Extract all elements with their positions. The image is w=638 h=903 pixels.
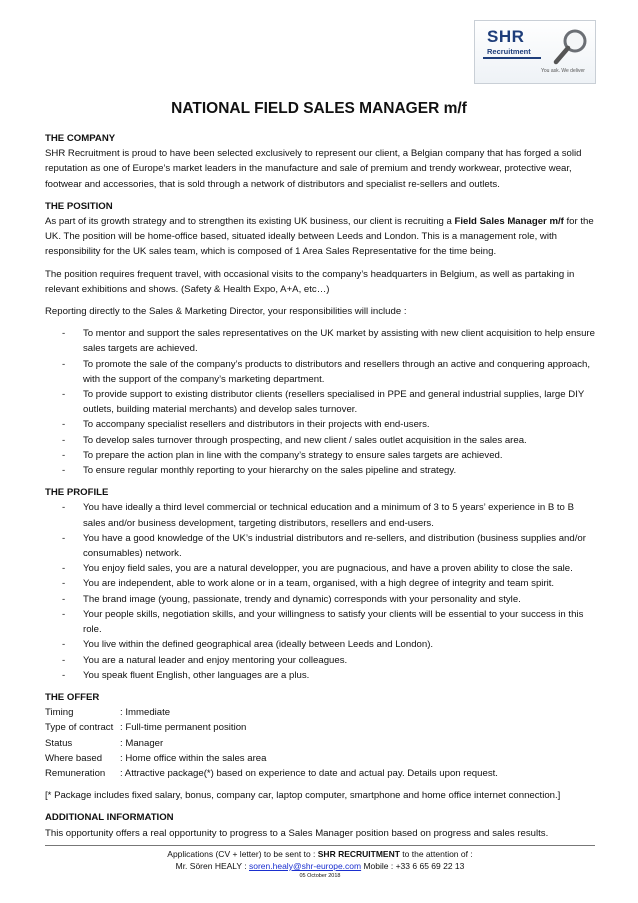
- offer-row: Where based : Home office within the sales area: [45, 752, 267, 764]
- list-item: - Your people skills, negotiation skills, and your willingness to satisfy your clients will be essential to your success in this role.: [62, 608, 584, 636]
- magnifying-glass-icon: [551, 27, 591, 67]
- shr-logo: [474, 20, 596, 84]
- additional-text: This opportunity offers a real opportunity to progress to a Sales Manager position based on progress and sales results.: [45, 827, 549, 839]
- page-title: NATIONAL FIELD SALES MANAGER m/f: [171, 100, 467, 117]
- list-item: - To mentor and support the sales representatives on the UK market by assisting with new client acquisition to help ensure sales targets are achieved.: [62, 328, 595, 355]
- list-item: - You live within the defined geographical area (ideally between Leeds and London).: [62, 639, 434, 651]
- offer-row: Type of contract : Full-time permanent position: [45, 722, 247, 734]
- footer: [45, 848, 595, 880]
- footer-company: SHR RECRUITMENT: [317, 849, 400, 859]
- list-item: - To promote the sale of the company’s products to distributors and resellers through an active and conquering approach, with the support of the company’s marketing department.: [62, 358, 590, 385]
- position-heading: THE POSITION: [45, 200, 113, 212]
- offer-row: Remuneration : Attractive package(*) based on experience to date and actual pay. Details upon request.: [45, 767, 498, 779]
- list-item: - You speak fluent English, other languages are a plus.: [62, 669, 310, 681]
- list-item: - To prepare the action plan in line with the company’s strategy to ensure sales targets are achieved.: [62, 449, 503, 461]
- list-item: - You enjoy field sales, you are a natural developper, you are pugnacious, and have a proven ability to close the sale.: [62, 563, 573, 575]
- footer-line-1: Applications (CV + letter) to be sent to : SHR RECRUITMENT to the attention of :: [167, 849, 473, 859]
- offer-row: Status : Manager: [45, 737, 164, 749]
- logo-bar: [483, 57, 541, 59]
- logo-tagline: You ask. We deliver: [541, 68, 585, 74]
- position-paragraph-1: [45, 214, 595, 260]
- footer-date: 05 October 2018: [299, 873, 341, 879]
- position-title-bold: Field Sales Manager m/f: [454, 216, 564, 228]
- offer-note: [* Package includes fixed salary, bonus, company car, laptop computer, smartphone and home office internet connection.]: [45, 790, 561, 802]
- list-item: - You have a good knowledge of the UK’s industrial distributors and re-sellers, and distribution (business supplies and/or consumables) network.: [62, 532, 586, 560]
- list-item: - You have ideally a third level commercial or technical education and a minimum of 3 to 5 years’ experience in B to B sales and/or business development, targeting distributors, resellers and end-users.: [62, 502, 574, 529]
- footer-divider: [45, 845, 595, 846]
- logo-name: SHR: [487, 27, 525, 46]
- list-item: - To develop sales turnover through prospecting, and new client / sales outlet acquisition in the sales area.: [62, 434, 527, 446]
- profile-heading: THE PROFILE: [45, 487, 109, 499]
- list-item: - To accompany specialist resellers and distributors in their projects with end-users.: [62, 419, 430, 431]
- responsibilities-list: [45, 326, 595, 478]
- document-body: [45, 131, 595, 841]
- company-heading: THE COMPANY: [45, 133, 116, 144]
- list-item: - To ensure regular monthly reporting to your hierarchy on the sales pipeline and strategy.: [62, 465, 457, 477]
- position-paragraph-2: The position requires frequent travel, with occasional visits to the company’s headquarters in Belgium, as well as partaking in relevant exhibitions and shows. (Safety & Health Expo, A+A, etc…): [45, 268, 575, 295]
- position-text-b: for the UK. The position will be home-office based, situated ideally between Leeds and London. This is a management role, with responsibility for the UK sales team, which is composed of 1 Area Sales Representative for the time being.: [45, 216, 594, 258]
- list-item: - You are a natural leader and enjoy mentoring your colleagues.: [62, 654, 348, 666]
- list-item: - To provide support to existing distributor clients (resellers specialised in PPE and general industrial supplies, large DIY outlets, building material merchants) and develop sales turnover.: [62, 389, 585, 416]
- list-item: - The brand image (young, passionate, trendy and dynamic) corresponds with your personality and style.: [62, 593, 521, 605]
- logo-subtitle: Recruitment: [487, 47, 531, 56]
- offer-heading: THE OFFER: [45, 691, 100, 703]
- profile-list: [45, 500, 595, 682]
- position-paragraph-3: Reporting directly to the Sales & Marketing Director, your responsibilities will include :: [45, 306, 407, 318]
- email-link[interactable]: soren.healy@shr-europe.com: [249, 861, 362, 871]
- position-text-a: As part of its growth strategy and to strengthen its existing UK business, our client is recruiting a: [45, 216, 455, 228]
- company-text: SHR Recruitment is proud to have been selected exclusively to represent our client, a Belgian company that has forged a solid reputation as one of Europe’s market leaders in the manufacture and sale of premium and trendy workwear, protective wear, footwear and accessories, that is sold through a network of distributors and specialist re-sellers and outlets.: [45, 148, 582, 190]
- additional-heading: ADDITIONAL INFORMATION: [45, 812, 174, 824]
- list-item: - You are independent, able to work alone or in a team, organised, with a high degree of integrity and team spirit.: [62, 578, 555, 590]
- footer-line-2: Mr. Sören HEALY : soren.healy@shr-europe.com Mobile : +33 6 65 69 22 13: [175, 861, 465, 871]
- offer-row: Timing : Immediate: [45, 707, 171, 719]
